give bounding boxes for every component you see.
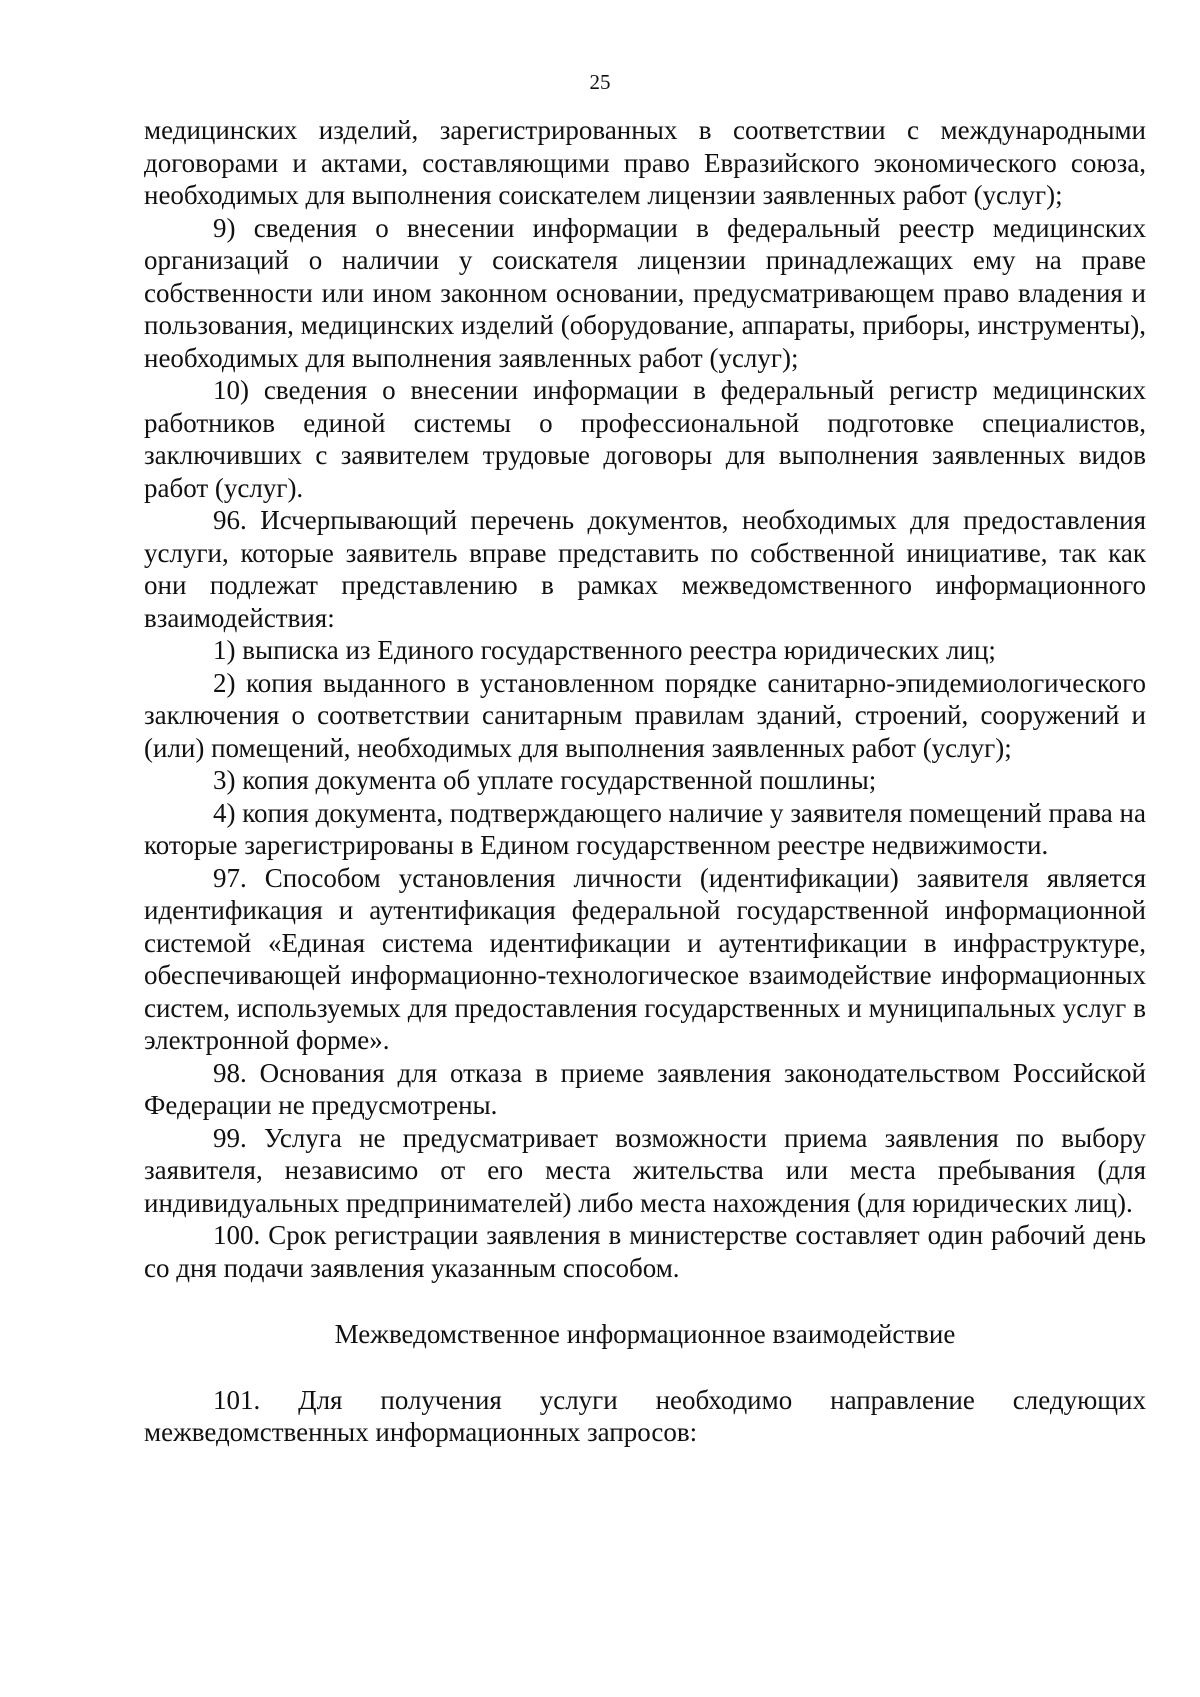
- paragraph-99: 99. Услуга не предусматривает возможности приема заявления по выбору заявителя, независимо от его места жительства или места пребывания (для индивидуальных предпринимателей) либо места нахождения (для юридических лиц).: [144, 1122, 1146, 1218]
- paragraph-96: 96. Исчерпывающий перечень документов, необходимых для предоставления услуги, которые заявитель вправе представить по собственной инициативе, так как они подлежат представлению в рамках межведомственного информационного взаимодействия:: [144, 505, 1146, 633]
- paragraph-101: 101. Для получения услуги необходимо направление следующих межведомственных информационных запросов:: [144, 1384, 1146, 1447]
- page-number: 25: [589, 70, 611, 94]
- paragraph-96-item-1: 1) выписка из Единого государственного реестра юридических лиц;: [213, 635, 996, 665]
- paragraph-96-item-4: 4) копия документа, подтверждающего наличие у заявителя помещений права на которые зарегистрированы в Едином государственном реестре недвижимости.: [144, 797, 1146, 860]
- paragraph-100: 100. Срок регистрации заявления в министерстве составляет один рабочий день со дня подачи заявления указанным способом.: [144, 1220, 1146, 1283]
- document-body: [144, 114, 1146, 1449]
- paragraph-96-item-3: 3) копия документа об уплате государственной пошлины;: [213, 765, 877, 795]
- paragraph-96-item-2: 2) копия выданного в установленном порядке санитарно-эпидемиологического заключения о соответствии санитарным правилам зданий, строений, сооружений и (или) помещений, необходимых для выполнения заявленных работ (услуг);: [144, 667, 1146, 763]
- paragraph-97: 97. Способом установления личности (идентификации) заявителя является идентификация и аутентификация федеральной государственной информационной системой «Единая система идентификации и аутентификации в инфраструктуре, обеспечивающей информационно-технологическое взаимодействие информационных систем, используемых для предоставления государственных и муниципальных услуг в электронной форме».: [144, 862, 1146, 1055]
- paragraph-item-10: 10) сведения о внесении информации в федеральный регистр медицинских работников единой системы о профессиональной подготовке специалистов, заключивших с заявителем трудовые договоры для выполнения заявленных видов работ (услуг).: [144, 375, 1146, 503]
- paragraph-98: 98. Основания для отказа в приеме заявления законодательством Российской Федерации не предусмотрены.: [144, 1057, 1146, 1120]
- section-heading: Межведомственное информационное взаимодействие: [334, 1319, 956, 1349]
- paragraph-item-9: 9) сведения о внесении информации в федеральный реестр медицинских организаций о наличии у соискателя лицензии принадлежащих ему на праве собственности или ином законном основании, предусматривающем право владения и пользования, медицинских изделий (оборудование, аппараты, приборы, инструменты), необходимых для выполнения заявленных работ (услуг);: [144, 212, 1146, 373]
- paragraph-continuation: медицинских изделий, зарегистрированных в соответствии с международными договорами и актами, составляющими право Евразийского экономического союза, необходимых для выполнения соискателем лицензии заявленных работ (услуг);: [144, 115, 1146, 210]
